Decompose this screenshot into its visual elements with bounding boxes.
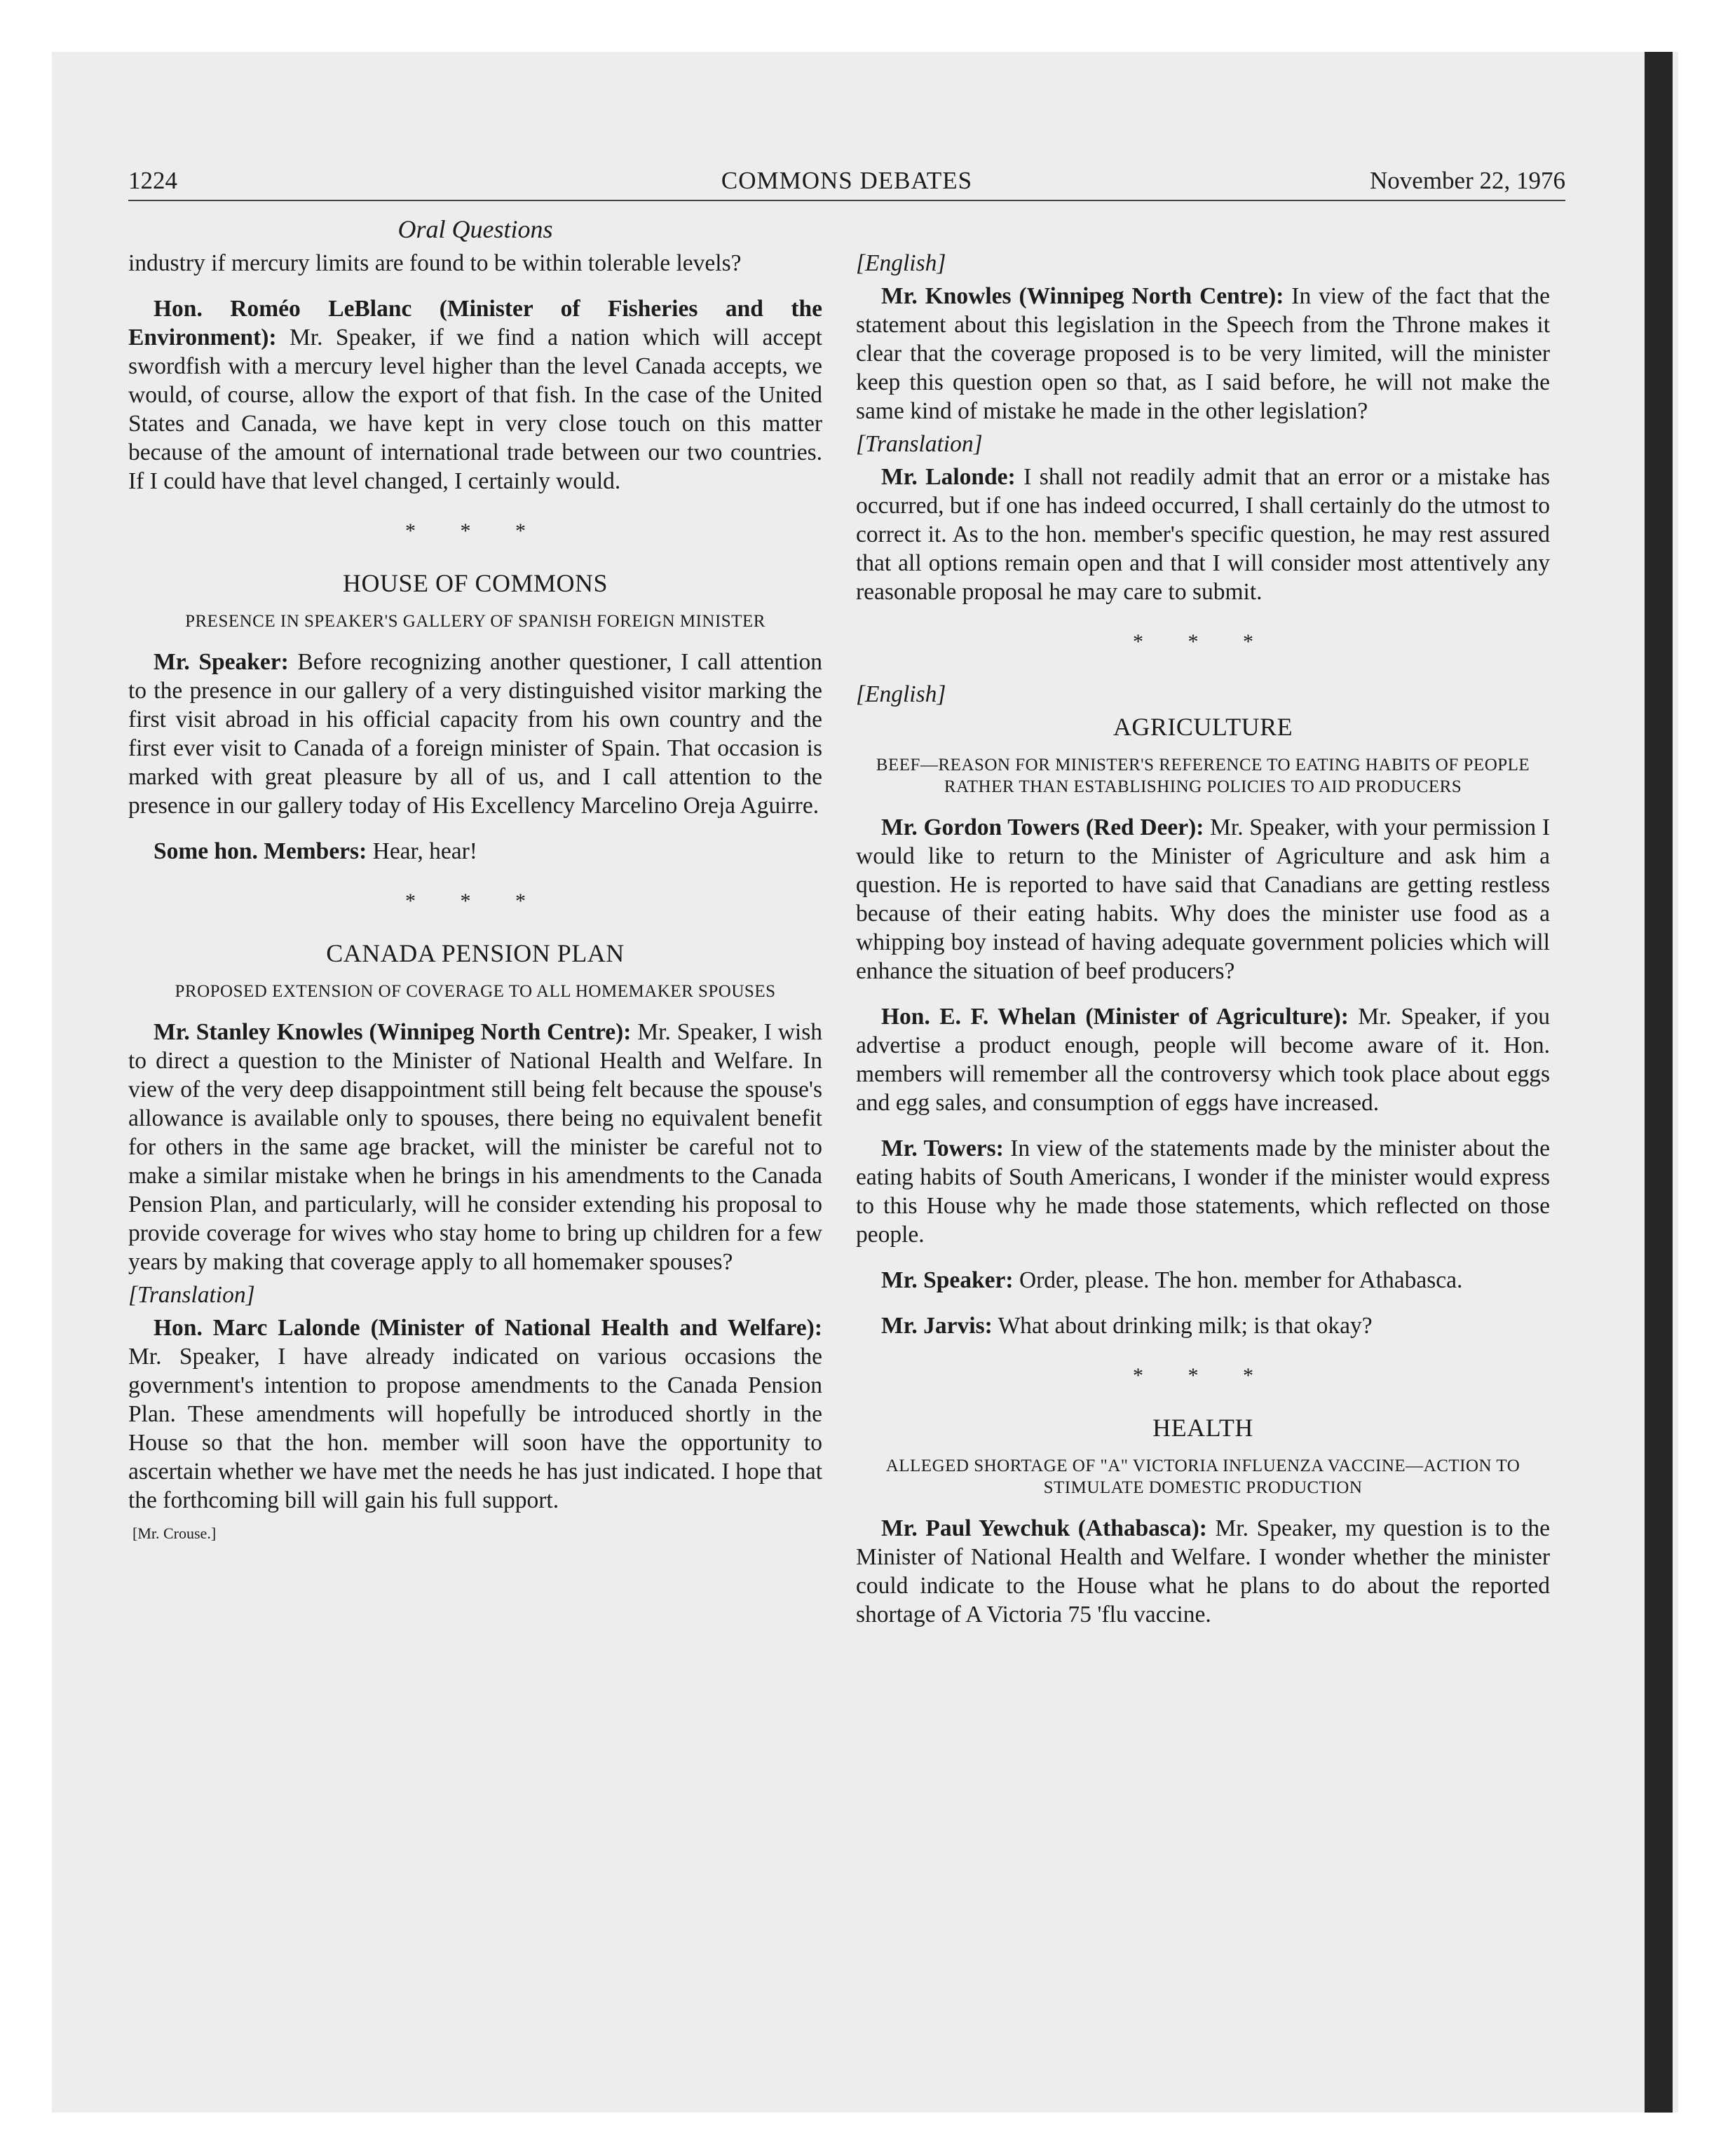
section-heading: AGRICULTURE: [1113, 713, 1293, 741]
speech-text: Hear, hear!: [367, 838, 477, 864]
speaker-name: Hon. E. F. Whelan (Minister of Agriculture):: [881, 1004, 1349, 1030]
header-rule: [128, 200, 1565, 201]
section-subheading: PRESENCE IN SPEAKER'S GALLERY OF SPANISH FOREIGN MINISTER: [185, 612, 766, 631]
speech-text: Mr. Speaker, with your permission I would like to return to the Minister of Agriculture and ask him a question. He is reported to have said that Canadians are getting restless because of their eating habits. Why does the minister use food as a whipping boy instead of having adequate government policies which will enhance the situation of beef producers?: [856, 814, 1550, 984]
speech-text: Mr. Speaker, my question is to the Minister of National Health and Welfare. I wonder whether the minister could indicate to the House what he plans to do about the reported shortage of A Victoria 75 'flu vaccine.: [856, 1515, 1550, 1628]
speaker-name: Hon. Marc Lalonde (Minister of National Health and Welfare):: [154, 1315, 822, 1341]
speech-text: Mr. Speaker, if we find a nation which will accept swordfish with a mercury level higher than the level Canada accepts, we would, of course, allow the export of that fish. In the case of the United States and Canada, we have kept in very close touch on this matter because of the amount of international trade between our two countries. If I could have that level changed, I certainly would.: [128, 325, 822, 494]
speech-text: What about drinking milk; is that okay?: [992, 1313, 1373, 1339]
speech-text: In view of the fact that the statement about this legislation in the Speech from the Throne makes it clear that the coverage proposed is to be very limited, will the minister keep this question open so that, as I said before, he will not make the same kind of mistake he made in the other legislation?: [856, 283, 1551, 424]
speaker-name: Mr. Stanley Knowles (Winnipeg North Centre):: [154, 1019, 632, 1045]
footnote: [Mr. Crouse.]: [132, 1524, 217, 1542]
publication-date: November 22, 1976: [1370, 167, 1565, 194]
section-subheading: BEEF—REASON FOR MINISTER'S REFERENCE TO EATING HABITS OF PEOPLE RATHER THAN ESTABLISHING POLICIES TO AID PRODUCERS: [876, 756, 1530, 796]
language-tag: [Translation]: [128, 1282, 255, 1308]
binding-edge: [1645, 52, 1673, 2113]
paragraph: [128, 1314, 822, 1515]
speaker-name: Some hon. Members:: [154, 838, 367, 864]
section-subheading: ALLEGED SHORTAGE OF "A" VICTORIA INFLUENZA VACCINE—ACTION TO STIMULATE DOMESTIC PRODUCTION: [885, 1456, 1520, 1497]
paragraph: [856, 813, 1550, 985]
language-tag: [English]: [856, 681, 946, 707]
publication-title: COMMONS DEBATES: [721, 167, 973, 194]
speaker-name: Mr. Knowles (Winnipeg North Centre):: [881, 283, 1284, 309]
language-tag: [Translation]: [856, 431, 983, 457]
section-subheading: PROPOSED EXTENSION OF COVERAGE TO ALL HOMEMAKER SPOUSES: [175, 982, 776, 1001]
paragraph: [856, 463, 1550, 606]
page-number: 1224: [128, 167, 177, 194]
paragraph: industry if mercury limits are found to be within tolerable levels?: [128, 250, 742, 276]
paragraph: [128, 1018, 822, 1276]
paragraph: [856, 1311, 1550, 1340]
section-separator: * * *: [405, 889, 545, 913]
left-column: [128, 249, 822, 1548]
speech-text: Mr. Speaker, I have already indicated on various occasions the government's intention to propose amendments to the Canada Pension Plan. These amendments will hopefully be introduced shortly in the House so that the hon. member will soon have the opportunity to ascertain whether we have met the needs he has just indicated. I hope that the forthcoming bill will gain his full support.: [128, 1344, 822, 1513]
section-heading: HOUSE OF COMMONS: [342, 569, 608, 597]
speech-text: Before recognizing another questioner, I call attention to the presence in our gallery of a very distinguished visitor marking the first visit abroad in his official capacity from his own country and the first ever visit to Canada of a foreign minister of Spain. That occasion is marked with great pleasure by all of us, and I call attention to the presence in our gallery today of His Excellency Marcelino Oreja Aguirre.: [128, 649, 822, 819]
speaker-name: Hon. Roméo LeBlanc (Minister of Fisheries and the Environment):: [128, 296, 822, 350]
speaker-name: Mr. Paul Yewchuk (Athabasca):: [881, 1515, 1207, 1541]
paragraph: [856, 1514, 1550, 1629]
section-label: Oral Questions: [397, 215, 553, 243]
paragraph: [856, 1266, 1550, 1295]
speech-text: In view of the statements made by the minister about the eating habits of South Americans, I wonder if the minister would express to this House why he made those statements, which reflected on those people.: [856, 1135, 1550, 1248]
language-tag: [English]: [856, 250, 946, 276]
speaker-name: Mr. Towers:: [881, 1135, 1004, 1161]
speaker-name: Mr. Speaker:: [154, 649, 289, 675]
right-column: [856, 249, 1550, 1646]
paragraph: [128, 648, 822, 820]
paragraph: [128, 837, 822, 866]
speech-text: Mr. Speaker, I wish to direct a question to the Minister of National Health and Welfare. In view of the very deep disappointment still being felt because the spouse's allowance is available only to spouses, there being no equivalent benefit for others in the same age bracket, will the minister be careful not to make a similar mistake when he brings in his amendments to the Canada Pension Plan, and particularly, will he consider extending his proposal to provide coverage for wives who stay home to bring up children for a few years by making that coverage apply to all homemaker spouses?: [128, 1019, 823, 1275]
paragraph: [856, 1134, 1550, 1249]
section-heading: CANADA PENSION PLAN: [326, 939, 625, 967]
section-separator: * * *: [1133, 630, 1273, 653]
speaker-name: Mr. Jarvis:: [881, 1313, 993, 1339]
section-heading: HEALTH: [1152, 1414, 1253, 1442]
speech-text: I shall not readily admit that an error or a mistake has occurred, but if one has indeed occurred, I shall certainly do the utmost to correct it. As to the hon. member's specific question, he may rest assured that all options remain open and that I will consider most attentively any reasonable proposal he may care to submit.: [856, 464, 1550, 605]
speaker-name: Mr. Speaker:: [881, 1267, 1014, 1293]
speaker-name: Mr. Lalonde:: [881, 464, 1016, 490]
speech-text: Mr. Speaker, if you advertise a product enough, people will become aware of it. Hon. members will remember all the controversy which took place about eggs and egg sales, and consumption of eggs have increased.: [856, 1004, 1550, 1116]
paragraph: [128, 294, 822, 496]
paragraph: [856, 282, 1550, 425]
speech-text: Order, please. The hon. member for Athabasca.: [1013, 1267, 1463, 1293]
paragraph: [856, 1002, 1550, 1117]
speaker-name: Mr. Gordon Towers (Red Deer):: [881, 814, 1204, 840]
page-header: [128, 167, 1565, 202]
section-separator: * * *: [405, 519, 545, 543]
section-separator: * * *: [1133, 1364, 1273, 1387]
